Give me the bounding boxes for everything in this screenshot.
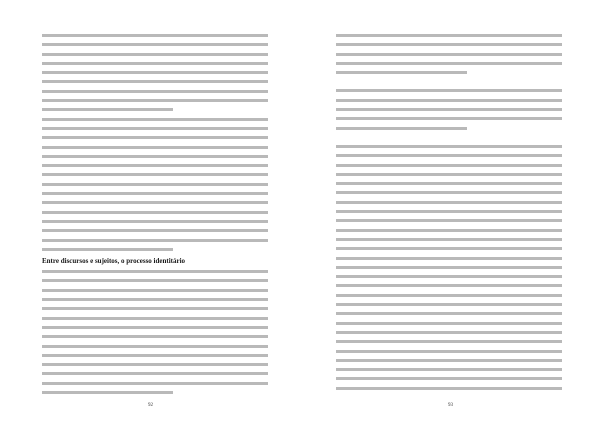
- text-line: [336, 182, 562, 185]
- text-line: [336, 350, 562, 353]
- text-line: [336, 266, 562, 269]
- text-line: [336, 359, 562, 362]
- paragraph-gap: [336, 80, 562, 89]
- text-line: [42, 164, 268, 167]
- text-line: [42, 326, 268, 329]
- text-line: [336, 154, 562, 157]
- text-line: [42, 183, 268, 186]
- text-line: [336, 284, 562, 287]
- text-line: [42, 307, 268, 310]
- text-line: [336, 173, 562, 176]
- text-line: [42, 146, 268, 149]
- text-line: [42, 136, 268, 139]
- text-line: [336, 229, 562, 232]
- text-line: [42, 43, 268, 46]
- text-line: [336, 108, 562, 111]
- text-line: [42, 155, 268, 158]
- text-line: [336, 43, 562, 46]
- text-line: [336, 210, 562, 213]
- text-line: [336, 340, 562, 343]
- text-line: [42, 118, 268, 121]
- text-line: [336, 331, 562, 334]
- section-heading: Entre discursos e sujeitos, o processo identitário: [42, 257, 186, 266]
- text-line: [336, 127, 467, 130]
- right-text-column: [336, 34, 562, 396]
- text-line: [336, 257, 562, 260]
- text-line: [42, 192, 268, 195]
- text-line: [42, 279, 268, 282]
- text-line: [42, 239, 268, 242]
- text-line: [42, 372, 268, 375]
- text-line: [336, 62, 562, 65]
- text-line: [336, 247, 562, 250]
- text-line: [42, 382, 268, 385]
- text-line: [42, 127, 268, 130]
- text-line: [42, 391, 173, 394]
- text-line: [336, 191, 562, 194]
- text-line: [42, 289, 268, 292]
- text-line: [336, 71, 467, 74]
- right-page: [300, 0, 600, 424]
- page-number: 92: [148, 403, 153, 408]
- text-line: [336, 34, 562, 37]
- text-line: [42, 229, 268, 232]
- text-line: [42, 108, 173, 111]
- text-line: [42, 354, 268, 357]
- text-line: [42, 173, 268, 176]
- text-line: [42, 345, 268, 348]
- text-line: [42, 270, 268, 273]
- text-line: [42, 99, 268, 102]
- text-line: [42, 335, 268, 338]
- paragraph-gap: [336, 136, 562, 145]
- text-line: [42, 71, 268, 74]
- text-line: [42, 220, 268, 223]
- text-line: [336, 238, 562, 241]
- text-line: [336, 294, 562, 297]
- text-line: [42, 90, 268, 93]
- text-line: [336, 219, 562, 222]
- text-line: [336, 275, 562, 278]
- text-line: [336, 322, 562, 325]
- text-line: [42, 298, 268, 301]
- text-line: [336, 368, 562, 371]
- text-line: [336, 201, 562, 204]
- text-line: [336, 53, 562, 56]
- text-line: [336, 303, 562, 306]
- text-line: [336, 164, 562, 167]
- text-line: [42, 248, 173, 251]
- text-line: [42, 211, 268, 214]
- text-line: [336, 89, 562, 92]
- page-number: 93: [448, 403, 453, 408]
- left-text-column: [42, 34, 268, 400]
- text-line: [336, 145, 562, 148]
- text-line: [336, 117, 562, 120]
- text-line: [42, 201, 268, 204]
- text-line: [42, 62, 268, 65]
- text-line: [336, 387, 562, 390]
- text-line: [42, 317, 268, 320]
- text-line: [42, 80, 268, 83]
- text-line: [336, 377, 562, 380]
- text-line: [336, 312, 562, 315]
- text-line: [42, 363, 268, 366]
- text-line: [42, 53, 268, 56]
- text-line: [336, 99, 562, 102]
- text-line: [42, 34, 268, 37]
